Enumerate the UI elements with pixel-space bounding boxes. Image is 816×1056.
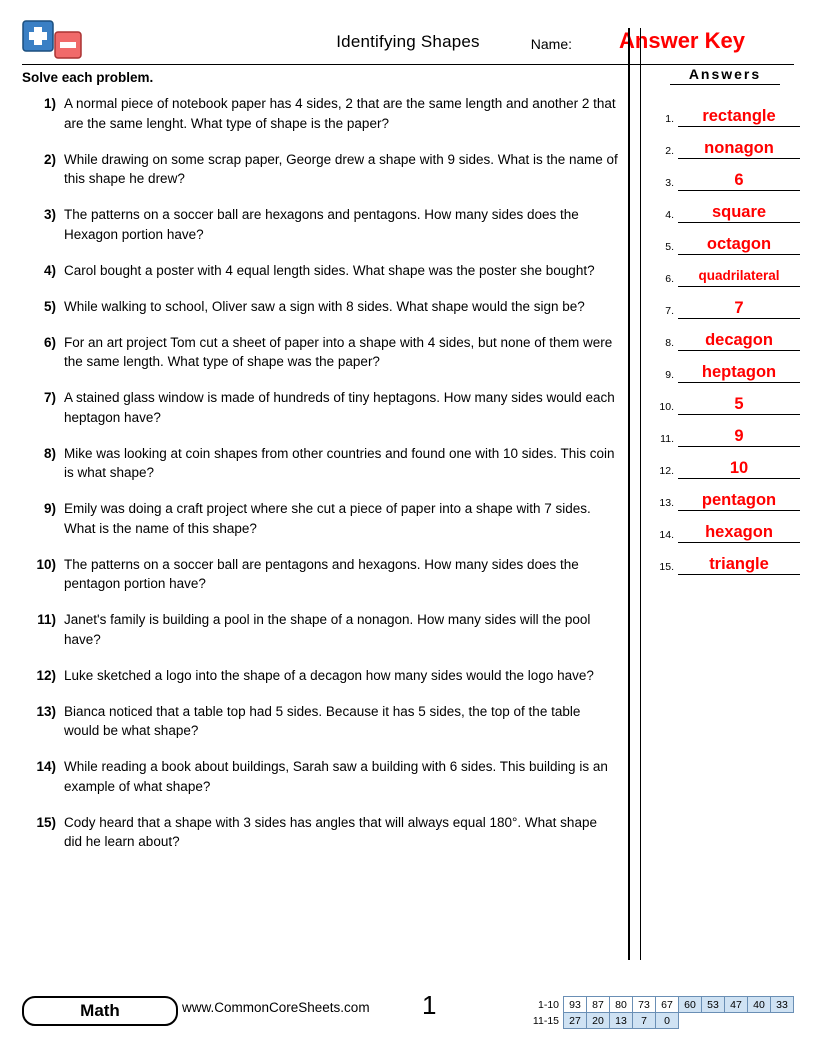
score-cell: 7	[633, 1013, 656, 1029]
answer-row	[650, 255, 800, 287]
score-cell: 80	[610, 997, 633, 1013]
question-text: While reading a book about buildings, Sarah saw a building with 6 sides. This building is an example of what shape?	[64, 759, 608, 794]
question-item	[22, 702, 618, 741]
answer-value[interactable]: 6	[678, 171, 800, 191]
answer-value[interactable]: square	[678, 203, 800, 223]
answer-value[interactable]: 7	[678, 299, 800, 319]
answer-row	[650, 287, 800, 319]
question-item	[22, 499, 618, 538]
grading-scale-table	[525, 996, 794, 1029]
question-item	[22, 757, 618, 796]
answer-index: 7.	[665, 305, 674, 317]
answer-index: 4.	[665, 209, 674, 221]
answer-index: 13.	[659, 497, 674, 509]
question-text: The patterns on a soccer ball are hexagons and pentagons. How many sides does the Hexagon portion have?	[64, 207, 579, 242]
score-cell: 47	[725, 997, 748, 1013]
page-title: Identifying Shapes	[336, 32, 480, 51]
answer-row	[650, 127, 800, 159]
answer-index: 12.	[659, 465, 674, 477]
score-cell: 40	[748, 997, 771, 1013]
answer-value[interactable]: 10	[678, 459, 800, 479]
question-number: 1)	[43, 96, 56, 111]
answer-value[interactable]: nonagon	[678, 139, 800, 159]
question-text: Janet's family is building a pool in the shape of a nonagon. How many sides will the pool have?	[64, 612, 591, 647]
answer-index: 15.	[659, 561, 674, 573]
question-text: For an art project Tom cut a sheet of paper into a shape with 4 sides, but none of them were the same length. What type of shape was the paper?	[64, 334, 613, 369]
question-number: 12)	[36, 667, 56, 683]
answer-column-divider-outer	[628, 28, 630, 960]
score-row-label: 1-10	[537, 998, 559, 1011]
answer-value[interactable]: 9	[678, 427, 800, 447]
answer-column-divider-inner	[640, 28, 641, 960]
answer-index: 9.	[665, 369, 674, 381]
score-row-label: 11-15	[532, 1014, 559, 1027]
question-item	[22, 444, 618, 483]
answer-row	[650, 511, 800, 543]
answer-index: 1.	[665, 113, 674, 125]
score-cell: 0	[656, 1013, 679, 1029]
answer-value[interactable]: decagon	[678, 331, 800, 351]
question-number: 10)	[36, 556, 56, 572]
answer-value[interactable]: quadrilateral	[678, 267, 800, 287]
score-cell: 87	[587, 997, 610, 1013]
answer-value[interactable]: 5	[678, 395, 800, 415]
question-item	[22, 150, 618, 189]
question-item	[22, 94, 618, 133]
answer-row	[650, 415, 800, 447]
page-footer	[22, 990, 794, 1038]
answer-row	[650, 383, 800, 415]
answer-row	[650, 351, 800, 383]
answers-heading: Answers	[670, 66, 780, 85]
answer-value[interactable]: octagon	[678, 235, 800, 255]
score-cell: 33	[771, 997, 794, 1013]
page-header	[22, 18, 794, 64]
question-number: 4)	[43, 262, 56, 278]
answer-value[interactable]: rectangle	[678, 107, 800, 127]
answer-row	[650, 543, 800, 575]
question-number: 6)	[43, 334, 56, 350]
question-item	[22, 333, 618, 372]
question-text: While walking to school, Oliver saw a sign with 8 sides. What shape would the sign be?	[64, 298, 585, 314]
question-list	[22, 94, 618, 868]
question-item	[22, 261, 618, 281]
website-url[interactable]: www.CommonCoreSheets.com	[182, 1000, 370, 1015]
answer-index: 14.	[659, 529, 674, 541]
score-cell: 60	[679, 997, 702, 1013]
answer-row	[650, 479, 800, 511]
score-cell: 67	[656, 997, 679, 1013]
name-label: Name:	[530, 36, 572, 52]
header-divider	[22, 64, 794, 65]
question-number: 11)	[37, 612, 56, 627]
answer-index: 11.	[660, 433, 674, 445]
question-number: 13)	[36, 703, 56, 719]
question-text: Mike was looking at coin shapes from other countries and found one with 10 sides. This coin is what shape?	[64, 445, 615, 480]
question-number: 7)	[43, 390, 56, 405]
question-text: A normal piece of notebook paper has 4 sides, 2 that are the same length and another 2 that are the same lenght. What type of shape is the paper?	[64, 96, 616, 131]
subject-badge: Math	[22, 996, 178, 1026]
question-text: Emily was doing a craft project where she cut a piece of paper into a shape with 7 sides. What is the name of this shape?	[64, 501, 591, 536]
question-number: 9)	[43, 501, 56, 516]
question-number: 14)	[36, 759, 56, 774]
answer-row	[650, 447, 800, 479]
answer-value[interactable]: heptagon	[678, 363, 800, 383]
answer-row	[650, 159, 800, 191]
answer-key-label: Answer Key	[619, 28, 745, 53]
question-item	[22, 205, 618, 244]
question-number: 3)	[43, 207, 56, 222]
answer-index: 6.	[665, 273, 674, 285]
instructions: Solve each problem.	[22, 70, 154, 85]
answer-index: 10.	[659, 401, 674, 413]
question-number: 15)	[36, 814, 56, 830]
question-item	[22, 813, 618, 852]
score-cell: 27	[564, 1013, 587, 1029]
question-text: Luke sketched a logo into the shape of a decagon how many sides would the logo have?	[64, 667, 594, 683]
question-item	[22, 666, 618, 686]
answer-index: 5.	[665, 241, 674, 253]
table-row	[525, 1013, 794, 1029]
question-item	[22, 388, 618, 427]
question-item	[22, 297, 618, 317]
question-text: While drawing on some scrap paper, George drew a shape with 9 sides. What is the name of this shape he drew?	[64, 151, 618, 186]
question-number: 5)	[43, 298, 56, 314]
score-cell: 93	[564, 997, 587, 1013]
table-row	[525, 997, 794, 1013]
answer-value[interactable]: hexagon	[678, 523, 800, 543]
question-text: Cody heard that a shape with 3 sides has angles that will always equal 180°. What shape did he learn about?	[64, 814, 597, 849]
question-item	[22, 555, 618, 594]
answer-value[interactable]: pentagon	[678, 491, 800, 511]
answer-row	[650, 95, 800, 127]
page-number: 1	[422, 990, 437, 1020]
score-cell: 20	[587, 1013, 610, 1029]
answer-index: 2.	[665, 145, 674, 157]
answer-index: 8.	[665, 337, 674, 349]
question-number: 8)	[43, 445, 56, 461]
answer-row	[650, 191, 800, 223]
answer-row	[650, 319, 800, 351]
score-cell: 53	[702, 997, 725, 1013]
question-number: 2)	[43, 151, 56, 167]
answer-row	[650, 223, 800, 255]
score-cell: 13	[610, 1013, 633, 1029]
answer-index: 3.	[665, 177, 674, 189]
answers-column	[650, 66, 800, 575]
question-text: Bianca noticed that a table top had 5 sides. Because it has 5 sides, the top of the table would be what shape?	[64, 703, 581, 738]
answer-value[interactable]: triangle	[678, 555, 800, 575]
question-text: A stained glass window is made of hundreds of tiny heptagons. How many sides would each heptagon have?	[64, 390, 615, 425]
score-cell: 73	[633, 997, 656, 1013]
question-text: Carol bought a poster with 4 equal length sides. What shape was the poster she bought?	[64, 262, 595, 278]
question-item	[22, 610, 618, 649]
question-text: The patterns on a soccer ball are pentagons and hexagons. How many sides does the pentagon portion have?	[64, 556, 579, 591]
